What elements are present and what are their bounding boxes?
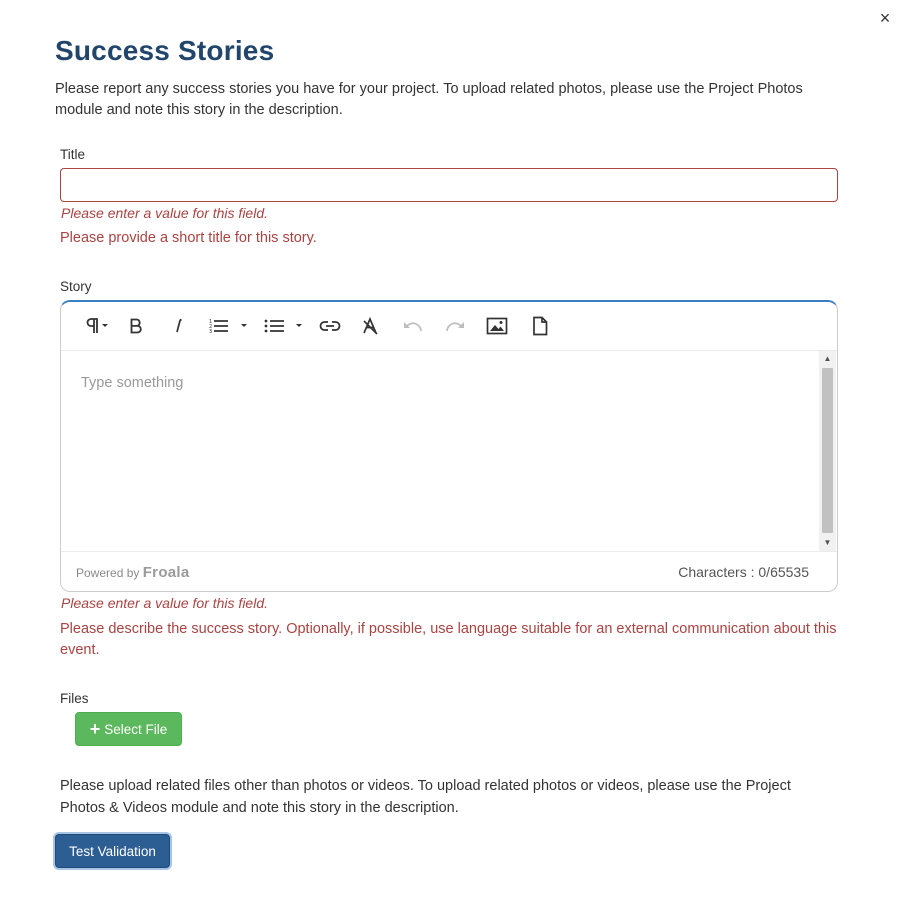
file-icon [532,316,548,336]
unordered-list-icon [263,317,309,335]
link-icon [318,318,342,334]
insert-link-button[interactable] [317,314,343,338]
files-help-text: Please upload related files other than photos or videos. To upload related photos or videos, please use the Project Photos & Videos module and note this story in the description. [60,778,791,816]
redo-button[interactable] [443,314,467,338]
page-title: Success Stories [55,35,275,66]
insert-image-button[interactable] [485,314,509,338]
unordered-list-button[interactable] [263,314,309,338]
title-error: Please enter a value for this field. [61,205,269,221]
editor-footer [61,551,837,592]
story-rich-text-editor [60,300,838,592]
image-icon [486,317,508,335]
scroll-down-arrow-icon[interactable]: ▼ [823,538,832,547]
close-button[interactable]: × [879,8,891,28]
character-counter: Characters : 0/65535 [678,564,809,580]
paragraph-format-button[interactable] [81,314,111,338]
editor-toolbar [61,302,837,351]
intro-text: Please report any success stories you have for your project. To upload related photos, please use the Project Photos module and note this story in the description. [55,81,803,118]
redo-icon [444,319,466,333]
powered-by-text: Powered by [76,566,140,580]
select-file-button[interactable] [75,712,182,746]
story-help-text: Please describe the success story. Optionally, if possible, use language suitable for an external communication about this event. [60,621,837,658]
clear-formatting-icon [361,317,381,335]
undo-icon [402,319,424,333]
bold-button[interactable] [125,314,147,338]
bold-icon [129,318,143,334]
title-input[interactable] [60,168,838,202]
svg-text:1: 1 [209,319,213,325]
undo-button[interactable] [401,314,425,338]
italic-icon [172,318,184,334]
svg-text:3: 3 [209,329,213,335]
story-label: Story [60,279,92,294]
italic-button[interactable] [167,314,189,338]
froala-logo: Froala [142,564,190,581]
files-label: Files [60,691,89,706]
test-validation-button[interactable]: Test Validation [55,834,170,868]
title-help-text: Please provide a short title for this story. [60,230,317,246]
ordered-list-icon [208,317,254,335]
insert-file-button[interactable] [529,314,551,338]
story-content-area[interactable] [69,351,821,551]
ordered-list-button[interactable] [207,314,255,338]
pilcrow-icon [82,317,110,335]
editor-scrollbar[interactable] [819,351,836,551]
scroll-up-arrow-icon[interactable]: ▲ [823,354,832,363]
story-error: Please enter a value for this field. [61,595,269,611]
scrollbar-thumb[interactable] [822,368,833,533]
story-placeholder: Type something [81,375,184,391]
powered-by-froala[interactable] [76,564,190,581]
title-label: Title [60,147,86,162]
plus-icon: + [89,719,101,739]
svg-text:2: 2 [209,324,213,330]
select-file-label: Select File [104,721,168,737]
clear-formatting-button[interactable] [359,314,383,338]
